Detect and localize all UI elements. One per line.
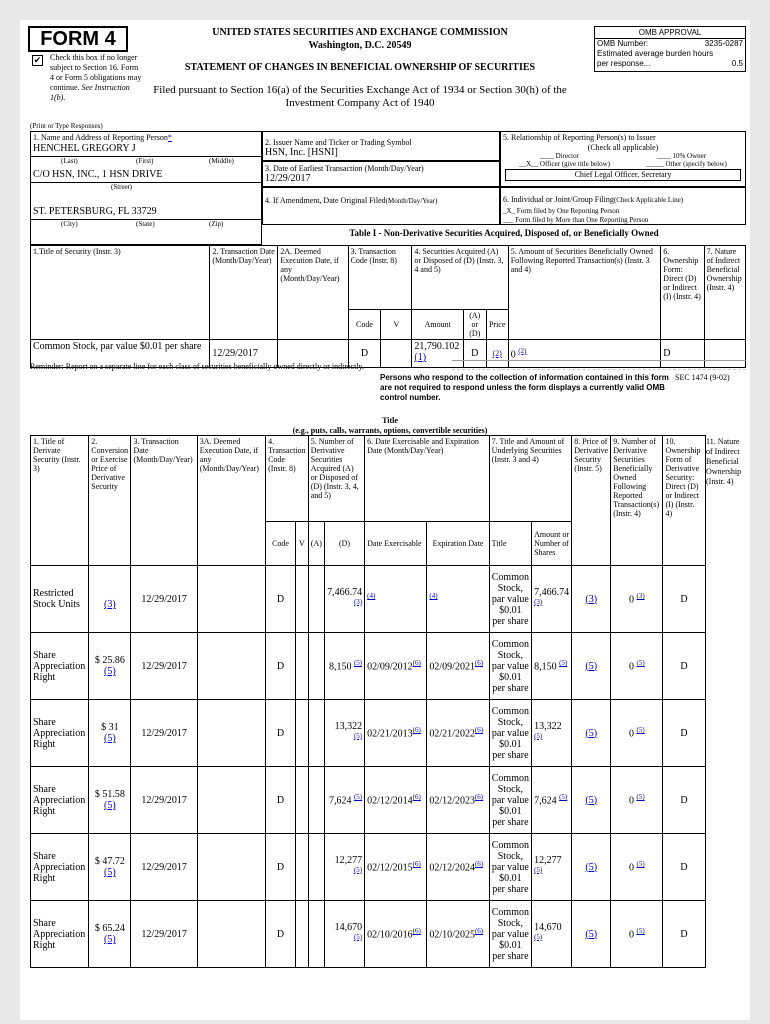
t2-row-code: D (266, 700, 296, 767)
t2-row-d (324, 633, 364, 700)
t2-header-underlying: 7. Title and Amount of Underlying Securities (Instr. 3 and 4) (489, 436, 572, 522)
reporting-person-name: HENCHEL GREGORY J (33, 143, 136, 154)
omb-number: 3235-0287 (704, 39, 743, 48)
t2-row-amt-footnote[interactable]: (5) (559, 793, 568, 802)
t2-row-owned-footnote[interactable]: (3) (636, 592, 645, 601)
t2-row-price-footnote[interactable]: (5) (104, 867, 116, 878)
t2-row-price8 (572, 700, 611, 767)
t2-row-conversion (89, 901, 131, 968)
t1-row-owned: 0 (510, 349, 516, 361)
t2-row-amount (532, 700, 572, 767)
box4-sub: (Month/Day/Year) (385, 197, 438, 205)
t2-row-amt-value: 7,624 (534, 795, 557, 807)
state-label: (State) (136, 220, 155, 228)
t1-row-form: D (661, 340, 704, 368)
t2-row-price8-footnote[interactable]: (5) (585, 794, 598, 806)
t2-row-code: D (266, 834, 296, 901)
t2-row-expiration (427, 834, 489, 901)
t2-row-amount (532, 901, 572, 968)
table2-title (170, 416, 610, 436)
print-type-note: (Print or Type Responses) (30, 122, 103, 130)
t2-row-conversion (89, 633, 131, 700)
t2-row-price-footnote[interactable]: (5) (104, 934, 116, 945)
t2-row-a (308, 633, 324, 700)
t2-row-owned (611, 767, 663, 834)
t2-row-owned-footnote[interactable]: (5) (636, 659, 645, 668)
t1-header-deemed: 2A. Deemed Execution Date, if any (Month/Day/Year) (278, 246, 348, 340)
table-row (31, 901, 746, 968)
filing-type-box (500, 187, 746, 225)
t2-row-form: D (663, 633, 705, 700)
t2-row-exer-footnote[interactable]: (6) (412, 726, 421, 735)
t2-header-conversion: 2. Conversion or Exercise Price of Derivative Security (89, 436, 131, 566)
agency-name: UNITED STATES SECURITIES AND EXCHANGE COMMISSION (212, 27, 508, 38)
t2-row-date: 12/29/2017 (131, 633, 197, 700)
middle-label: (Middle) (209, 157, 234, 165)
t1-row-title: Common Stock, par value $0.01 per share (31, 340, 210, 368)
t2-row-underlying: Common Stock, par value $0.01 per share (489, 834, 531, 901)
table-row (31, 633, 746, 700)
t2-sub-expiration: Expiration Date (427, 522, 489, 566)
officer-option[interactable]: __X__ Officer (give title below) (519, 160, 610, 168)
checkbox-note: Check this box if no longer subject to Section 16. Form 4 or Form 5 obligations may continue. See Instruction 1(b). (50, 53, 142, 102)
table-row (31, 700, 746, 767)
t2-row-owned-value: 0 (629, 728, 634, 740)
one-person-filing[interactable]: _X_ Form filed by One Reporting Person (503, 207, 620, 215)
reminder-note: Reminder: Report on a separate line for each class of securities beneficially owned directly or indirectly. (30, 362, 365, 371)
t2-row-price8 (572, 901, 611, 968)
t1-row-amount-footnote[interactable]: (1) (414, 352, 427, 363)
t2-row-owned-value: 0 (629, 862, 634, 874)
t2-header-price: 8. Price of Derivative Security (Instr. 5) (572, 436, 611, 566)
table2-subtitle: (e.g., puts, calls, warrants, options, convertible securities) (292, 426, 488, 435)
t2-row-conversion (89, 700, 131, 767)
amendment-box (262, 187, 500, 225)
t2-row-v (295, 901, 308, 968)
t2-row-a (308, 834, 324, 901)
t2-row-date: 12/29/2017 (131, 566, 197, 633)
city-label: (City) (61, 220, 78, 228)
t2-row-owned-footnote[interactable]: (5) (636, 793, 645, 802)
t1-row-v (381, 340, 412, 368)
t2-row-v (295, 633, 308, 700)
t2-row-d-value: 8,150 (328, 661, 352, 673)
t2-row-form: D (663, 901, 705, 968)
t2-row-code: D (266, 566, 296, 633)
t2-row-exer-footnote[interactable]: (6) (412, 793, 421, 802)
t1-row-owned-footnote[interactable]: (2) (518, 346, 527, 355)
t2-row-title: Share Appreciation Right (31, 901, 89, 968)
t2-row-d (324, 767, 364, 834)
t2-row-a (308, 901, 324, 968)
t2-row-exer-footnote[interactable]: (6) (412, 860, 421, 869)
t2-row-owned (611, 566, 663, 633)
t2-sub-v: V (295, 522, 308, 566)
t2-row-deemed (197, 901, 265, 968)
t2-row-date: 12/29/2017 (131, 901, 197, 968)
t2-row-form: D (663, 767, 705, 834)
multi-person-filing[interactable]: ___ Form filed by More than One Reporting Person (503, 216, 649, 224)
t2-row-d-value: 13,322 (334, 720, 363, 732)
t2-sub-exercisable: Date Exercisable (365, 522, 427, 566)
t2-row-owned (611, 633, 663, 700)
t2-row-exer-value: 02/10/2016 (367, 929, 413, 941)
t2-row-exer-value: 02/12/2014 (367, 795, 413, 807)
t2-row-deemed (197, 700, 265, 767)
t2-row-price8-footnote[interactable]: (5) (585, 727, 598, 739)
t2-row-code: D (266, 901, 296, 968)
table-row (31, 566, 746, 633)
omb-burden-label: Estimated average burden hours per response... (597, 49, 714, 68)
t2-row-exer-value: 02/12/2015 (367, 862, 413, 874)
t2-row-price8 (572, 767, 611, 834)
t1-row-amount: 21,790.102 (414, 341, 460, 352)
t2-header-date: 3. Transaction Date (Month/Day/Year) (131, 436, 197, 566)
form-label: FORM 4 (28, 26, 128, 52)
t2-row-underlying: Common Stock, par value $0.01 per share (489, 566, 531, 633)
t2-row-underlying: Common Stock, par value $0.01 per share (489, 700, 531, 767)
t2-row-d-footnote[interactable]: (5) (353, 731, 363, 740)
t2-row-exercisable (365, 901, 427, 968)
t1-header-owned: 5. Amount of Securities Beneficially Owned Following Reported Transaction(s) (Instr. 3 and 4) (508, 246, 661, 340)
sec-code: SEC 1474 (9-02) (675, 373, 730, 382)
t1-row-aord: D (463, 340, 486, 368)
t2-row-owned-value: 0 (629, 929, 634, 941)
t2-row-owned-footnote[interactable]: (5) (636, 927, 645, 936)
t2-row-price8-footnote[interactable]: (3) (585, 593, 598, 605)
omb-number-label: OMB Number: (597, 39, 649, 48)
t2-row-form: D (663, 566, 705, 633)
t2-row-d-value: 7,624 (328, 795, 352, 807)
t2-row-price-value: $ 65.24 (94, 923, 125, 934)
t2-row-title: Share Appreciation Right (31, 700, 89, 767)
t2-row-form: D (663, 834, 705, 901)
t2-row-conversion (89, 767, 131, 834)
t2-row-owned-footnote[interactable]: (5) (636, 726, 645, 735)
t2-row-price8-footnote[interactable]: (5) (585, 660, 598, 672)
box2-label: 2. Issuer Name and Ticker or Trading Symbol (265, 138, 412, 147)
t2-row-a (308, 700, 324, 767)
t1-sub-v: V (381, 310, 412, 340)
t1-header-date: 2. Transaction Date (Month/Day/Year) (210, 246, 278, 340)
t2-row-exercisable (365, 834, 427, 901)
t2-row-exp-footnote[interactable]: (6) (474, 860, 484, 869)
t2-row-owned (611, 700, 663, 767)
t2-header-title: 1. Title of Derivate Security (Instr. 3) (31, 436, 89, 566)
t2-row-amt-footnote[interactable]: (5) (534, 731, 543, 740)
t2-row-exercisable (365, 566, 427, 633)
t2-row-title: Share Appreciation Right (31, 767, 89, 834)
agency-header (150, 26, 570, 52)
statement-title: STATEMENT OF CHANGES IN BENEFICIAL OWNERSHIP OF SECURITIES (184, 62, 536, 73)
t2-row-d-value: 14,670 (334, 921, 363, 933)
t2-header-exercisable: 6. Date Exercisable and Expiration Date (Month/Day/Year) (365, 436, 490, 522)
t2-row-price8-footnote[interactable]: (5) (585, 861, 598, 873)
t2-row-owned-footnote[interactable]: (5) (636, 860, 645, 869)
t2-row-form: D (663, 700, 705, 767)
t2-row-exer-footnote[interactable]: (4) (367, 592, 376, 601)
t2-row-d-value: 12,277 (334, 854, 363, 866)
t2-row-owned-value: 0 (629, 594, 634, 606)
t2-row-deemed (197, 633, 265, 700)
t2-row-amt-value: 8,150 (534, 661, 557, 673)
t2-row-exp-footnote[interactable]: (6) (474, 726, 484, 735)
t2-row-a (308, 767, 324, 834)
t2-row-deemed (197, 834, 265, 901)
t2-row-d (324, 901, 364, 968)
t2-row-code: D (266, 767, 296, 834)
t2-row-conversion (89, 834, 131, 901)
t1-sub-amount: Amount (412, 310, 464, 340)
omb-approval-box (594, 26, 746, 72)
t1-row-code: D (348, 340, 381, 368)
t1-header-code: 3. Transaction Code (Instr. 8) (348, 246, 412, 310)
box5-label: 5. Relationship of Reporting Person(s) to Issuer (503, 133, 656, 142)
omb-burden: 0.5 (731, 59, 743, 68)
t2-row-exercisable (365, 633, 427, 700)
t2-row-price-footnote[interactable]: (5) (104, 800, 116, 811)
t1-header-acquired: 4. Securities Acquired (A) or Disposed of (D) (Instr. 3, 4 and 5) (412, 246, 508, 310)
t2-row-price-value: $ 25.86 (94, 655, 125, 666)
t2-header-form: 10. Ownership Form of Derivative Security: Direct (D) or Indirect (I) (Instr. 4) (663, 436, 705, 566)
t2-row-amt-footnote[interactable]: (5) (559, 659, 568, 668)
t2-row-price-value: $ 47.72 (94, 856, 125, 867)
t2-row-exercisable (365, 767, 427, 834)
box5-sub: (Check all applicable) (587, 143, 659, 152)
t1-sub-code: Code (348, 310, 381, 340)
derivative-table (30, 435, 746, 968)
t2-row-exp-value: 02/09/2021 (429, 661, 475, 673)
box4-label: 4. If Amendment, Date Original Filed (265, 196, 386, 205)
city-state-zip: ST. PETERSBURG, FL 33729 (33, 206, 157, 217)
t2-sub-d: (D) (324, 522, 364, 566)
t2-header-nature-text: 11. Nature of Indirect Beneficial Ownership (Instr. 4) (706, 437, 742, 486)
t1-sub-aord: (A) or (D) (463, 310, 486, 340)
t2-row-exp-value: 02/10/2025 (429, 929, 475, 941)
t2-row-exp-footnote[interactable]: (6) (474, 659, 484, 668)
t2-sub-amount: Amount or Number of Shares (532, 522, 572, 566)
t2-row-date: 12/29/2017 (131, 767, 197, 834)
t2-row-price8 (572, 834, 611, 901)
t2-row-underlying: Common Stock, par value $0.01 per share (489, 767, 531, 834)
t2-row-date: 12/29/2017 (131, 700, 197, 767)
t2-header-code: 4. Transaction Code (Instr. 8) (266, 436, 309, 522)
table1-title: Table I - Non-Derivative Securities Acquired, Disposed of, or Beneficially Owned (349, 228, 659, 238)
t2-row-price8-footnote[interactable]: (5) (585, 928, 598, 940)
t2-row-d-footnote[interactable]: (5) (353, 932, 363, 941)
t2-row-owned-value: 0 (629, 795, 634, 807)
t1-header-form: 6. Ownership Form: Direct (D) or Indirect (I) (Instr. 4) (661, 246, 704, 340)
t2-row-exp-value: 02/12/2023 (429, 795, 475, 807)
t2-row-amount (532, 633, 572, 700)
table2-title-text: Title (382, 416, 398, 425)
box1-footnote-link[interactable]: * (167, 133, 172, 142)
t2-row-exer-value: 02/21/2013 (367, 728, 413, 740)
t1-row-price-footnote[interactable]: (2) (492, 349, 502, 358)
t2-row-d-footnote[interactable]: (3) (353, 597, 363, 606)
t2-row-title: Share Appreciation Right (31, 633, 89, 700)
t2-row-v (295, 767, 308, 834)
t2-row-expiration (427, 901, 489, 968)
t2-row-exercisable (365, 700, 427, 767)
table-row (31, 767, 746, 834)
separator-line (452, 360, 746, 370)
relationship-box (500, 131, 746, 187)
t2-row-exp-footnote[interactable]: (6) (474, 793, 484, 802)
t2-row-price8 (572, 566, 611, 633)
box6-label: 6. Individual or Joint/Group Filing (503, 195, 614, 204)
t2-row-code: D (266, 633, 296, 700)
t2-row-amount (532, 566, 572, 633)
issuer-name: HSN, Inc. [HSNI] (265, 147, 338, 158)
t1-header-title: 1.Title of Security (Instr. 3) (31, 246, 210, 340)
t2-row-expiration (427, 633, 489, 700)
box3-label: 3. Date of Earliest Transaction (Month/Day/Year) (265, 164, 424, 173)
t1-sub-price: Price (486, 310, 508, 340)
t2-row-expiration (427, 700, 489, 767)
t2-header-deemed: 3A. Deemed Execution Date, if any (Month/Day/Year) (197, 436, 265, 566)
t2-row-price8 (572, 633, 611, 700)
t1-header-nature: 7. Nature of Indirect Beneficial Ownership (Instr. 4) (704, 246, 745, 340)
officer-title: Chief Legal Officer, Secretary (505, 169, 741, 181)
t2-row-exer-value: 02/09/2012 (367, 661, 413, 673)
street-label: (Street) (31, 182, 261, 192)
t2-row-deemed (197, 767, 265, 834)
t2-row-amt-value: 12,277 (534, 854, 562, 866)
earliest-transaction-date: 12/29/2017 (265, 173, 311, 184)
t2-header-owned: 9. Number of Derivative Securities Beneficially Owned Following Reported Transaction(s) (Instr. 4) (611, 436, 663, 566)
other-option[interactable]: _____ Other (specify below) (646, 160, 727, 168)
t2-row-exp-value: 02/21/2022 (429, 728, 475, 740)
t2-row-amt-value: 13,322 (534, 720, 562, 732)
t2-row-amt-value: 7,466.74 (534, 586, 570, 598)
t2-row-owned (611, 901, 663, 968)
t2-row-v (295, 834, 308, 901)
street-address: C/O HSN, INC., 1 HSN DRIVE (33, 169, 163, 180)
t2-row-owned (611, 834, 663, 901)
t2-row-conversion (89, 566, 131, 633)
t2-sub-a: (A) (308, 522, 324, 566)
t2-row-expiration (427, 566, 489, 633)
ten-percent-owner-option[interactable]: ____ 10% Owner (656, 152, 707, 160)
t2-row-amt-footnote[interactable]: (3) (534, 597, 543, 606)
t1-row-date: 12/29/2017 (210, 340, 278, 368)
t2-row-amount (532, 834, 572, 901)
t2-row-v (295, 700, 308, 767)
director-option[interactable]: ____ Director (539, 152, 579, 160)
t2-row-d-footnote[interactable]: (5) (353, 865, 363, 874)
agency-city: Washington, D.C. 20549 (308, 40, 412, 51)
t2-row-owned-value: 0 (629, 661, 634, 673)
t2-header-number: 5. Number of Derivative Securities Acquired (A) or Disposed of (D) (Instr. 3, 4, and 5) (308, 436, 364, 522)
reporting-person-box (30, 131, 262, 245)
t2-row-amt-footnote[interactable]: (5) (534, 932, 543, 941)
t2-row-d (324, 834, 364, 901)
t2-row-expiration (427, 767, 489, 834)
form-page (20, 20, 750, 1020)
t2-row-title: Restricted Stock Units (31, 566, 89, 633)
t2-row-v (295, 566, 308, 633)
earliest-transaction-box (262, 161, 500, 187)
t2-row-exp-value: 02/12/2024 (429, 862, 475, 874)
t2-sub-code: Code (266, 522, 296, 566)
t2-row-d (324, 700, 364, 767)
filed-pursuant: Filed pursuant to Section 16(a) of the Securities Exchange Act of 1934 or Section 30(h) of the Investment Company Act of 1940 (153, 84, 567, 109)
t2-row-d-value: 7,466.74 (327, 586, 363, 598)
persons-note: Persons who respond to the collection of information contained in this form are not required to respond unless the form displays a currently valid OMB control number. (380, 373, 669, 402)
t2-row-exp-footnote[interactable]: (4) (429, 592, 438, 601)
non-derivative-table (30, 245, 746, 368)
t2-row-d (324, 566, 364, 633)
t2-row-price-footnote[interactable]: (5) (104, 666, 116, 677)
t2-row-price-value: $ 31 (101, 722, 119, 733)
t2-row-exp-footnote[interactable]: (6) (474, 927, 484, 936)
t2-row-d-footnote[interactable]: (5) (353, 659, 363, 668)
t2-row-deemed (197, 566, 265, 633)
t2-row-amt-value: 14,670 (534, 921, 562, 933)
t2-sub-title: Title (489, 522, 531, 566)
box1-label: 1. Name and Address of Reporting Person (33, 133, 168, 142)
t2-row-a (308, 566, 324, 633)
box6-sub: (Check Applicable Line) (613, 196, 684, 204)
t2-row-price-footnote[interactable]: (5) (104, 733, 116, 744)
omb-title: OMB APPROVAL (595, 27, 745, 39)
t2-row-price-footnote[interactable]: (3) (104, 599, 116, 610)
t2-row-underlying: Common Stock, par value $0.01 per share (489, 901, 531, 968)
zip-label: (Zip) (209, 220, 224, 228)
t2-row-exer-footnote[interactable]: (6) (412, 659, 421, 668)
t2-row-d-footnote[interactable]: (5) (353, 793, 363, 802)
t2-row-price-value: $ 51.58 (94, 789, 125, 800)
first-label: (First) (136, 157, 154, 165)
last-label: (Last) (61, 157, 78, 165)
t2-row-underlying: Common Stock, par value $0.01 per share (489, 633, 531, 700)
t2-row-date: 12/29/2017 (131, 834, 197, 901)
t2-row-exer-footnote[interactable]: (6) (412, 927, 421, 936)
t2-row-title: Share Appreciation Right (31, 834, 89, 901)
t2-row-amt-footnote[interactable]: (5) (534, 865, 543, 874)
t2-row-amount (532, 767, 572, 834)
no-longer-subject-checkbox[interactable]: ✔ (33, 55, 42, 65)
issuer-box (262, 131, 500, 161)
table-row (31, 834, 746, 901)
